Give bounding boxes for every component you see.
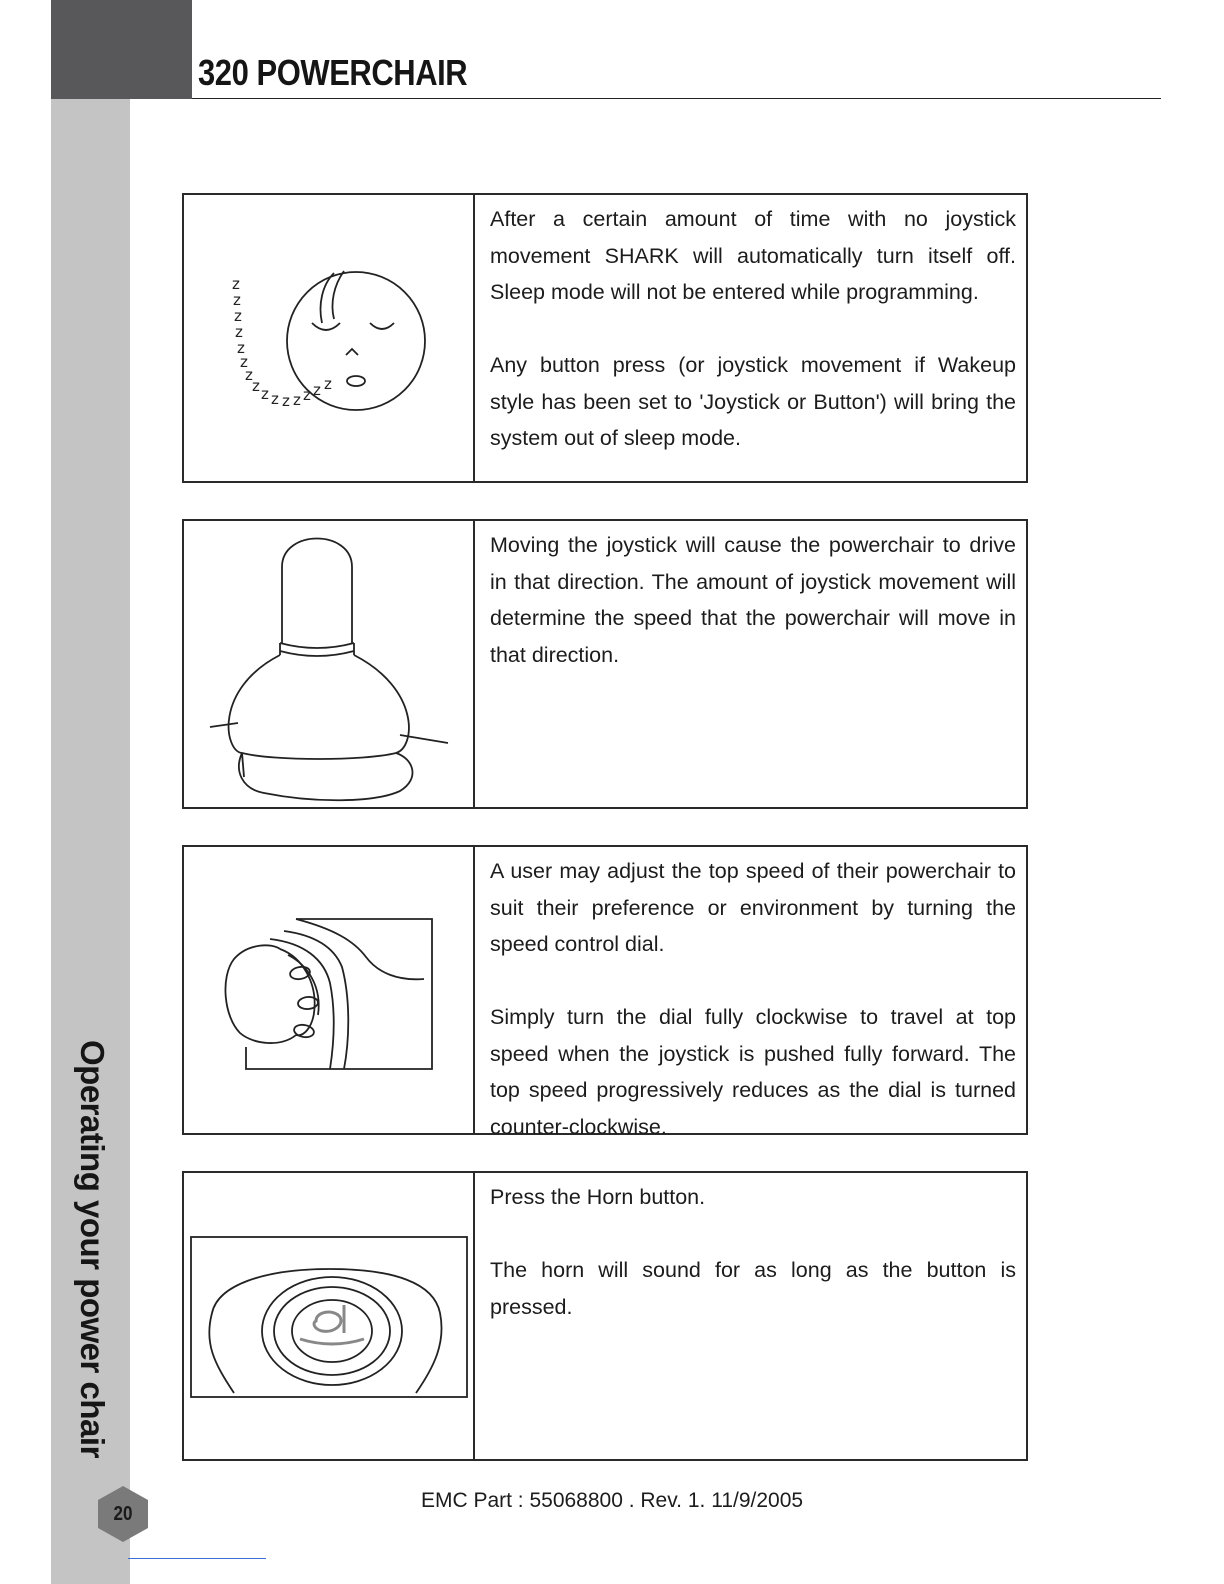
illustration-cell [184, 521, 475, 807]
description-cell [475, 1173, 1026, 1459]
description-cell [475, 521, 1026, 807]
illustration-cell [184, 1173, 475, 1459]
page-number: 20 [113, 1503, 133, 1525]
paragraph: A user may adjust the top speed of their powerchair to suit their preference or environment by turning the speed control dial. [490, 859, 1016, 956]
description-cell [475, 195, 1026, 481]
page-title: 320 POWERCHAIR [198, 52, 468, 93]
svg-text:z: z [282, 392, 290, 410]
joystick-icon [184, 521, 473, 807]
header-divider [192, 98, 1161, 99]
paragraph: Simply turn the dial fully clockwise to travel at top speed when the joystick is pushed fully forward. The top speed progressively reduces as the dial is turned counter-clockwise. [490, 1005, 1016, 1139]
illustration-cell [184, 195, 475, 481]
description-cell [475, 847, 1026, 1139]
paragraph: Moving the joystick will cause the powerchair to drive in that direction. The amount of joystick movement will determine the speed that the powerchair will move in that direction. [490, 533, 1016, 667]
illustration-cell [184, 847, 475, 1133]
svg-text:z: z [303, 386, 311, 404]
svg-text:z: z [245, 366, 253, 384]
document-part-code: EMC Part : 55068800 . Rev. 1. 11/9/2005 [420, 1489, 804, 1512]
horn-button-icon [184, 1173, 473, 1459]
info-row-horn [182, 1171, 1028, 1461]
paragraph: Any button press (or joystick movement if Wakeup style has been set to 'Joystick or Button') will bring the system out of sleep mode. [490, 353, 1016, 450]
svg-text:z: z [261, 385, 269, 403]
info-row-sleep [182, 193, 1028, 483]
svg-text:z: z [271, 390, 279, 408]
info-row-joystick [182, 519, 1028, 809]
section-label: Operating your power chair [74, 1040, 111, 1458]
paragraph: The horn will sound for as long as the button is pressed. [490, 1258, 1016, 1319]
svg-text:z: z [324, 375, 332, 393]
header-tab-block [51, 0, 192, 99]
info-row-speed-dial [182, 845, 1028, 1139]
svg-text:z: z [232, 275, 240, 293]
svg-text:z: z [233, 291, 241, 309]
footer-underline [128, 1558, 266, 1559]
paragraph: After a certain amount of time with no joystick movement SHARK will automatically turn itself off. Sleep mode will not be entered while programming. [490, 207, 1016, 304]
svg-text:z: z [313, 381, 321, 399]
svg-text:z: z [293, 391, 301, 409]
svg-text:z: z [252, 377, 260, 395]
speed-dial-icon [184, 847, 473, 1133]
svg-text:z: z [237, 339, 245, 357]
svg-text:z: z [240, 353, 248, 371]
svg-text:z: z [234, 307, 242, 325]
sleeping-face-icon [184, 195, 473, 481]
paragraph: Press the Horn button. [490, 1185, 706, 1209]
svg-text:z: z [235, 323, 243, 341]
